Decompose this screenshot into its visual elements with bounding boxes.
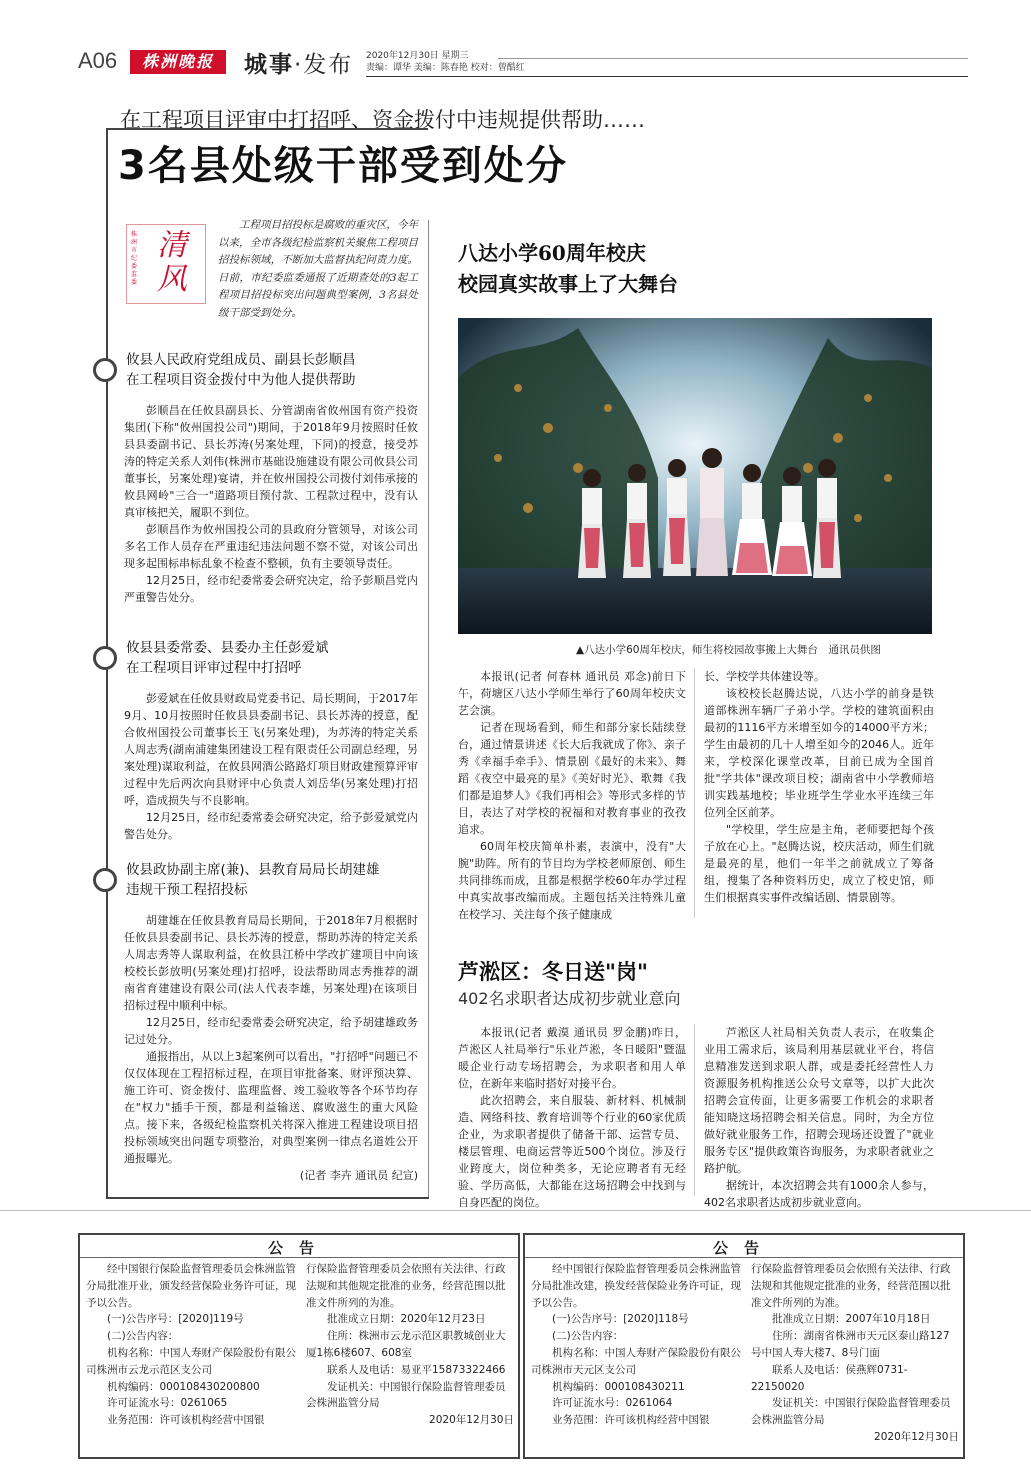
notice-1-date: 2020年12月30日 [429,1414,514,1427]
lead-frame-right [428,220,429,1198]
notice-2-right-column [751,1261,959,1446]
notice-1-line: 机构名称：中国人寿财产保险股份有限公司株洲市云龙示范区支公司 [86,1346,296,1376]
case-2-title-line-1: 攸县县委常委、县委办主任彭爱斌 [126,640,329,656]
masthead-rule-thin [498,58,968,59]
notice-1-left-column [86,1261,300,1429]
notice-1-title: 公告 [267,1239,330,1257]
case-3-paragraph: 12月25日，经市纪委常委会研究决定，给予胡建雄政务记过处分。 [124,1016,418,1046]
story2-column-divider [694,1024,695,1196]
story2-paragraph: 此次招聘会，来自服装、新材料、机械制造、网络科技、教育培训等个行业的60家优质企业，为求职者提供了储备干部、运营专员、楼层管理、电商运营等近500个岗位。涉及行业跨度大，岗位种类多，无论应聘者有无经验、学历高低，大都能在这场招聘会中找到与自身匹配的岗位。 [458,1094,686,1209]
newspaper-logo: 株洲晚报 [130,50,226,74]
case-2-body [124,690,418,843]
masthead [78,44,968,80]
qingfeng-seal-icon [126,224,206,304]
notice-2-line: 联系人及电话：侯燕辉0731-22150020 [751,1363,908,1393]
story2-headline: 芦淞区：冬日送"岗" [458,959,648,984]
case-2-paragraph: 12月25日，经市纪委常委会研究决定，给予彭爱斌党内警告处分。 [124,811,418,841]
notice-2-line: 住所：湖南省株洲市天元区泰山路127号中国人寿大楼7、8号门面 [751,1330,950,1359]
lead-headline: 3名县处级干部受到处分 [118,143,568,189]
notice-1-line: 发证机关：中国银行保险监督管理委员会株洲监管分局 [306,1380,506,1410]
story1-headline-line-2: 校园真实故事上了大舞台 [458,272,678,296]
case-3-body [124,912,418,1184]
case-2-paragraph: 彭爱斌在任攸县财政局党委书记、局长期间，于2017年9月、10月按照时任攸县县委副书记、县长苏涛的授意，配合攸州国投公司董事长王飞(另案处理)，为苏涛的特定关系人周志秀(湖南浦建集团建设工程有限责任公司副总经理，另案处理)谋取利益，在攸县网酒公路路灯项目财政建预算评审过程中先后两次向县财评中心负责人刘岳华(另案处理)打招呼，造成损失与不良影响。 [124,692,418,807]
case-3-paragraph: 通报指出，从以上3起案例可以看出，"打招呼"问题已不仅仅体现在工程招标过程，在项目审批备案、财评预决算、施工许可、资金拨付、监理监督、竣工验收等各个环节均存在"权力"插手干预，都是利益输送、腐败滋生的重大风险点。接下来，各级纪检监察机关将深入推进工程建设项目招投标领域突出问题专项整治，对典型案例一律点名道姓公开通报曝光。 [124,1050,418,1165]
story1-column-divider [694,668,695,918]
notice-2-line: 机构编码：000108430211 [552,1380,685,1393]
case-1-paragraph: 12月25日，经市纪委常委会研究决定，给予彭顺昌党内严重警告处分。 [124,574,418,604]
lead-frame-top [106,128,428,130]
story1-paragraph: 记者在现场看到，师生和部分家长陆续登台，通过情景讲述《长大后我就成了你》、亲子秀《幸福手牵手》、情景剧《最好的未来》、舞蹈《夜空中最亮的星》《美好时光》、歌舞《我们都是追梦人》《我们再相会》等形式多样的节目，表达了对学校的祝福和对教育事业的孜孜追求。 [458,721,686,836]
notices-rule [0,1210,1031,1211]
notice-2-date: 2020年12月30日 [874,1430,959,1443]
case-3-title [126,860,380,900]
notice-2 [523,1233,965,1459]
section-name: 城事 [244,52,294,78]
masthead-rule [366,76,968,77]
notice-1-line: 住所：株洲市云龙示范区职教城创业大厦1栋6楼607、608室 [306,1330,506,1359]
page-number: A06 [78,48,118,73]
lead-frame-bottom [106,1197,429,1199]
photo-illustration [458,318,932,634]
notice-2-left-column [531,1261,745,1429]
stage-performance-photo [458,318,932,634]
notice-2-line: 批准成立日期：2007年10月18日 [772,1313,931,1326]
story2-subheadline: 402名求职者达成初步就业意向 [458,989,681,1008]
seal-side-text: 株洲市纪委监委 [131,231,138,286]
notice-1-line: 机构编码：000108430200800 [107,1380,260,1393]
notice-2-line: 业务范围：许可该机构经营中国银 [552,1414,710,1427]
case-3-byline: (记者 李卉 通讯员 纪宣) [299,1169,418,1182]
photo-caption: ▲八达小学60周年校庆，师生将校园故事搬上大舞台 通讯员供图 [576,644,881,656]
case-3-node-icon [93,868,117,892]
notice-2-line: (一)公告序号：[2020]118号 [552,1313,689,1326]
case-1-body [124,402,418,606]
case-3-title-line-2: 违规干预工程招投标 [126,882,248,898]
story1-body-left [458,668,686,923]
notice-1-line: 批准成立日期：2020年12月23日 [327,1313,486,1326]
notice-2-line: 机构名称：中国人寿财产保险股份有限公司株洲市天元区支公司 [531,1346,741,1376]
notice-2-line: 许可证流水号：0261064 [552,1397,673,1410]
notice-2-intro: 经中国银行保险监督管理委员会株洲监管分局批准改建，换发经营保险业务许可证，现予以公告。 [531,1263,741,1309]
notice-2-line: (二)公告内容： [552,1330,624,1343]
story1-paragraph: 该校校长赵腾达说，八达小学的前身是铁道部株洲车辆厂子弟小学。学校的建筑面积由最初的1116平方米增至如今的14000平方米；学生由最初的几十人增至如今的2046人。近年来，学校深化课堂改革，目前已成为全国首批"学共体"课改项目校；湖南省中小学教师培训实践基地校；毕业班学生学业水平连续三年位列全区前茅。 [704,687,934,819]
notice-2-line: 发证机关：中国银行保险监督管理委员会株洲监管分局 [751,1397,951,1427]
story2-paragraph: 芦淞区人社局相关负责人表示，在收集企业用工需求后，该局利用基层就业平台，将信息精准发送到求职人群，或是委托经营性人力资源服务机构推送公众号文章等，以扩大此次招聘会宣传面，让更多需要工作机会的求职者能知晓这场招聘会相关信息。同时，为全方位做好就业服务工作，招聘会现场还设置了"就业服务专区"提供政策咨询服务，为求职者就业之路护航。 [704,1026,934,1175]
story2-paragraph: 据统计，本次招聘会共有1000余人参与，402名求职者达成初步就业意向。 [704,1179,934,1209]
notice-1-right-column [306,1261,514,1429]
notice-2-title-rule [525,1257,963,1258]
notice-1-title-rule [80,1257,518,1258]
issue-editors: 责编：谭华 美编：陈春艳 校对：曾酷红 [366,63,525,73]
section-title [244,46,353,79]
story1-headline [458,238,678,300]
notice-1-line: 许可证流水号：0261065 [107,1397,228,1410]
issue-date: 2020年12月30日 星期三 [366,51,469,61]
case-1-node-icon [93,358,117,382]
seal-main-text: 清风 [157,228,187,297]
notice-1 [78,1233,520,1459]
story1-headline-line-1: 八达小学60周年校庆 [458,241,646,265]
case-1-title [126,350,356,390]
notice-1-line: (一)公告序号：[2020]119号 [107,1313,244,1326]
notice-1-line: 联系人及电话：易亚平15873322466 [327,1363,506,1376]
issue-meta [366,50,525,74]
case-1-paragraph: 彭顺昌在任攸县副县长、分管湖南省攸州国有资产投资集团(下称"攸州国投公司")期间，于2018年9月按照时任攸县县委副书记、县长苏涛(另案处理，下同)的授意，接受苏涛的特定关系人刘伟(株洲市基础设施建设有限公司攸县公司董事长，另案处理)宴请，并在攸州国投公司拨付刘伟承接的攸县网岭"三合一"道路项目预付款、工程款过程中，没有认真审核把关，履职不到位。 [124,404,418,519]
story1-body-right [704,668,934,906]
story2-paragraph: 本报讯(记者 戴漠 通讯员 罗金鹏)昨日，芦淞区人社局举行"乐业芦淞，冬日暖阳"暨温暖企业行动专场招聘会，为求职者和用人单位，在新年来临时搭好对接平台。 [458,1026,686,1090]
story1-paragraph: 本报讯(记者 何春林 通讯员 邓念)前日下午，荷塘区八达小学师生举行了60周年校庆文艺会演。 [458,670,686,717]
case-2-node-icon [93,646,117,670]
story2-body-right [704,1024,934,1211]
lead-kicker: 在工程项目评审中打招呼、资金拨付中违规提供帮助…… [120,108,645,132]
story1-paragraph: 60周年校庆简单朴素，表演中，没有"大腕"助阵。所有的节目均为学校老师原创、师生共同排练而成，且都是根据学校60年办学过程中真实故事改编而成。主题包括关注特殊儿童在校学习、关注每个孩子健康成 [458,840,686,921]
notice-1-intro-continued: 行保险监督管理委员会依照有关法律、行政法规和其他规定批准的业务，经营范围以批准文件所列的为准。 [306,1263,506,1309]
case-3-title-line-1: 攸县政协副主席(兼)、县教育局局长胡建雄 [126,862,380,878]
section-sub: ·发布 [294,52,354,78]
notice-1-line: 业务范围：许可该机构经营中国银 [107,1414,265,1427]
case-2-title-line-2: 在工程项目评审过程中打招呼 [126,660,302,676]
notice-2-intro-continued: 行保险监督管理委员会依照有关法律、行政法规和其他规定批准的业务，经营范围以批准文件所列的为准。 [751,1263,951,1309]
story1-paragraph: "学校里，学生应是主角，老师要把每个孩子放在心上。"赵腾达说，校庆活动，师生们就是最亮的星，他们一年半之前就成立了筹备组，搜集了各种资料历史，成立了校史馆，师生们根据真实事件改编话剧、情景剧等。 [704,823,934,904]
notice-1-line: (二)公告内容： [107,1330,179,1343]
notice-1-intro: 经中国银行保险监督管理委员会株洲监管分局批准开业，颁发经营保险业务许可证，现予以公告。 [86,1263,296,1309]
case-2-title [126,638,329,678]
case-3-paragraph: 胡建雄在任攸县教育局局长期间，于2018年7月根据时任攸县县委副书记、县长苏涛的授意，帮助苏涛的特定关系人周志秀等人谋取利益，在攸县江桥中学改扩建项目中向该校校长彭放明(另案处理)打招呼，设法帮助周志秀推荐的湖南省育建建设有限公司(法人代表李雄，另案处理)在该项目招标过程中顺利中标。 [124,914,418,1012]
case-1-paragraph: 彭顺昌作为攸州国投公司的县政府分管领导，对该公司多名工作人员存在严重违纪违法问题不察不觉，对该公司出现多起围标串标乱象不检查不整顿，负有主要领导责任。 [124,523,418,570]
story2-body-left [458,1024,686,1211]
case-1-title-line-2: 在工程项目资金拨付中为他人提供帮助 [126,372,356,388]
notice-2-title: 公告 [712,1239,775,1257]
story1-paragraph-continued: 长、学校学共体建设等。 [704,670,825,683]
lead-intro: 工程项目招投标是腐败的重灾区，今年以来，全市各级纪检监察机关聚焦工程项目招投标领域，不断加大监督执纪问责力度。日前，市纪委监委通报了近期查处的3起工程项目招投标突出问题典型案例，3名县处级干部受到处分。 [218,219,418,319]
case-1-title-line-1: 攸县人民政府党组成员、副县长彭顺昌 [126,352,356,368]
